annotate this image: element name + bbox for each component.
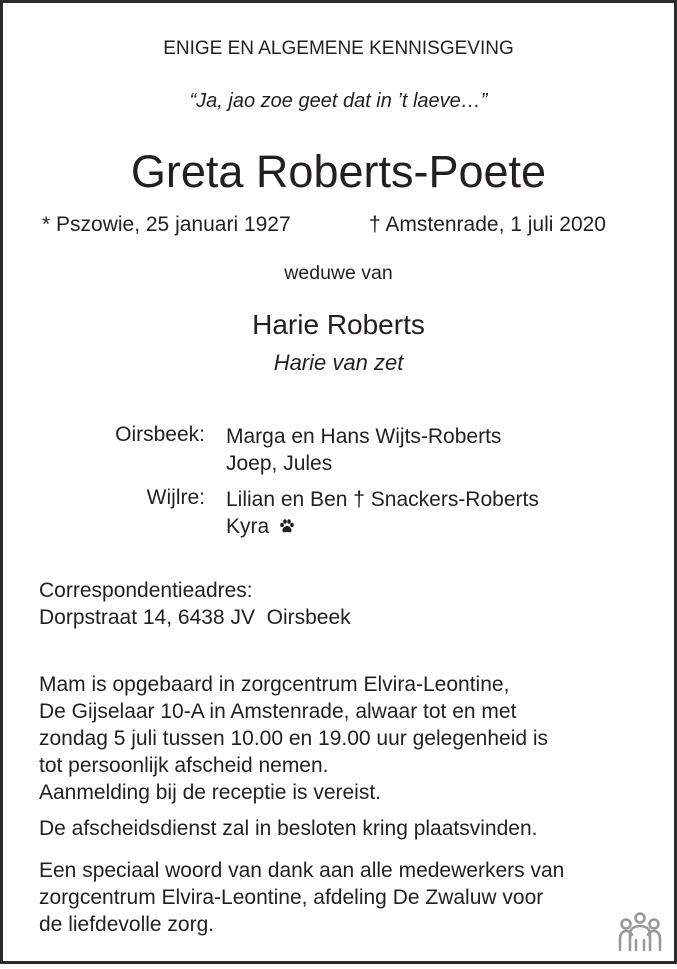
text-line: zondag 5 juli tussen 10.00 en 19.00 uur gelegenheid is: [39, 727, 549, 750]
correspondence-address: [39, 577, 351, 631]
deceased-name: Greta Roberts-Poete: [130, 146, 547, 197]
address-label: Correspondentieadres:: [39, 579, 253, 602]
paragraph: [39, 671, 548, 806]
text-line: Een speciaal woord van dank aan alle medewerkers van: [39, 859, 565, 882]
family-line: Kyra: [226, 515, 270, 538]
family-place: Oirsbeek:: [115, 423, 205, 446]
widow-of: weduwe van: [284, 262, 393, 284]
family-line: Marga en Hans Wijts-Roberts: [226, 425, 502, 448]
people-logo-icon: [616, 912, 664, 954]
spouse-nickname: Harie van zet: [273, 350, 404, 375]
paragraph: [39, 857, 564, 938]
text-line: De Gijselaar 10-A in Amstenrade, alwaar tot en met: [39, 700, 517, 723]
paw-icon: [279, 518, 295, 534]
text-line: De afscheidsdienst zal in besloten kring plaatsvinden.: [39, 817, 538, 840]
family-place: Wijlre:: [146, 486, 205, 509]
text-line: zorgcentrum Elvira-Leontine, afdeling De Zwaluw voor: [39, 886, 544, 909]
family-line: Lilian en Ben † Snackers-Roberts: [226, 488, 539, 511]
address-value: Dorpstraat 14, 6438 JV Oirsbeek: [39, 606, 351, 629]
birth-info: * Pszowie, 25 januari 1927: [42, 213, 291, 236]
family-members: [226, 423, 501, 477]
text-line: Aanmelding bij de receptie is vereist.: [39, 781, 382, 804]
notice-header: ENIGE EN ALGEMENE KENNISGEVING: [163, 38, 514, 59]
spouse-name: Harie Roberts: [252, 309, 425, 340]
death-info: † Amstenrade, 1 juli 2020: [369, 213, 606, 236]
text-line: de liefdevolle zorg.: [39, 913, 215, 936]
paragraph: [39, 815, 537, 842]
family-line: Joep, Jules: [226, 452, 333, 475]
quote: “Ja, jao zoe geet dat in ’t laeve…”: [189, 90, 488, 112]
text-line: tot persoonlijk afscheid nemen.: [39, 754, 329, 777]
family-members: [226, 486, 539, 540]
text-line: Mam is opgebaard in zorgcentrum Elvira-Leontine,: [39, 673, 510, 696]
